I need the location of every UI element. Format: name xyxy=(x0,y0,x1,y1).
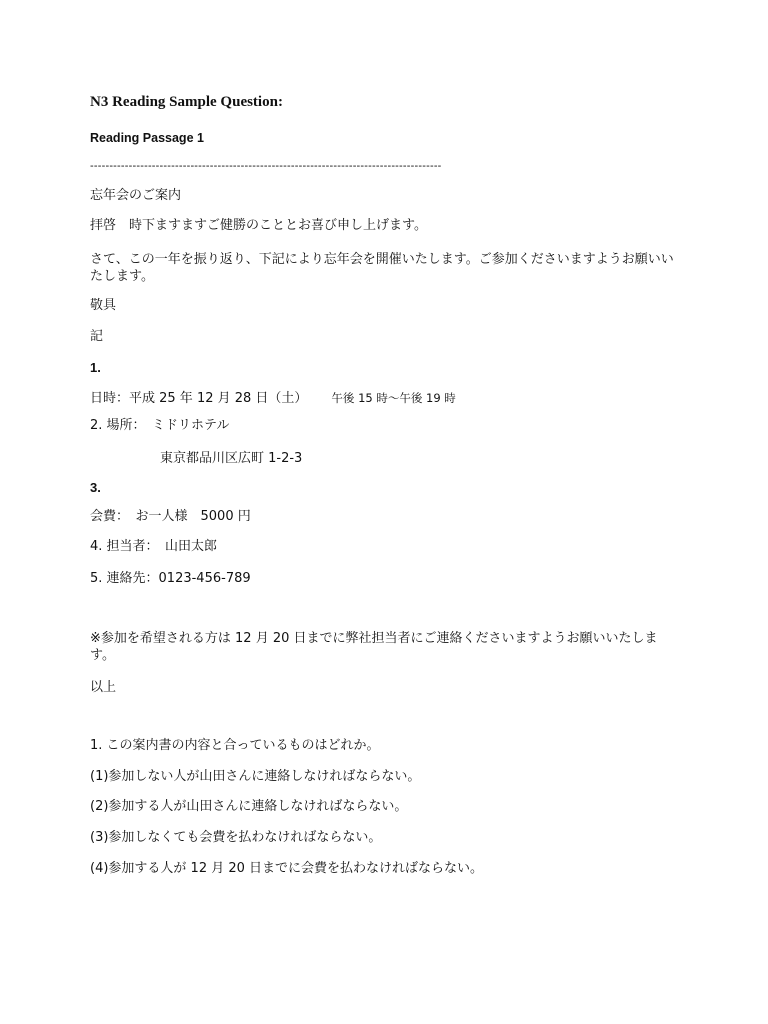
divider-line: ------------------------------------------------------------------------------------------- xyxy=(90,160,442,172)
datetime-date: 日時：平成 25 年 12 月 28 日（土） xyxy=(90,391,308,406)
datetime-row xyxy=(90,390,456,407)
answer-option-3: (3)参加しなくても会費を払わなければならない。 xyxy=(90,830,382,845)
item-3-number: 3. xyxy=(90,480,101,495)
contact-number-row: 5. 連絡先：0123-456-789 xyxy=(90,571,251,586)
datetime-time: 午後 15 時～午後 19 時 xyxy=(331,391,456,405)
contact-person-row: 4. 担当者： 山田太郎 xyxy=(90,539,218,554)
answer-option-2: (2)参加する人が山田さんに連絡しなければならない。 xyxy=(90,799,408,814)
venue-row: 2. 場所： ミドリホテル xyxy=(90,418,230,433)
question-prompt: 1. この案内書の内容と合っているものはどれか。 xyxy=(90,738,380,753)
registration-note: ※参加を希望される方は 12 月 20 日までに弊社担当者にご連絡くださいますようお願いいたします。 xyxy=(90,631,658,663)
page-title: N3 Reading Sample Question: xyxy=(90,94,283,110)
letter-subject: 忘年会のご案内 xyxy=(90,188,182,203)
end-mark: 以上 xyxy=(90,680,117,695)
letter-closing: 敬具 xyxy=(90,298,117,313)
ki-heading: 記 xyxy=(90,329,104,344)
item-1-number: 1. xyxy=(90,360,101,375)
passage-label: Reading Passage 1 xyxy=(90,131,204,145)
answer-option-4: (4)参加する人が 12 月 20 日までに会費を払わなければならない。 xyxy=(90,861,484,876)
letter-body: さて、この一年を振り返り、下記により忘年会を開催いたします。ご参加くださいますようお願いいたします。 xyxy=(90,252,674,284)
fee-row: 会費： お一人様 5000 円 xyxy=(90,509,251,524)
answer-option-1: (1)参加しない人が山田さんに連絡しなければならない。 xyxy=(90,769,421,784)
letter-greeting: 拝啓 時下ますますご健勝のこととお喜び申し上げます。 xyxy=(90,218,427,233)
venue-address: 東京都品川区広町 1-2-3 xyxy=(160,451,303,466)
